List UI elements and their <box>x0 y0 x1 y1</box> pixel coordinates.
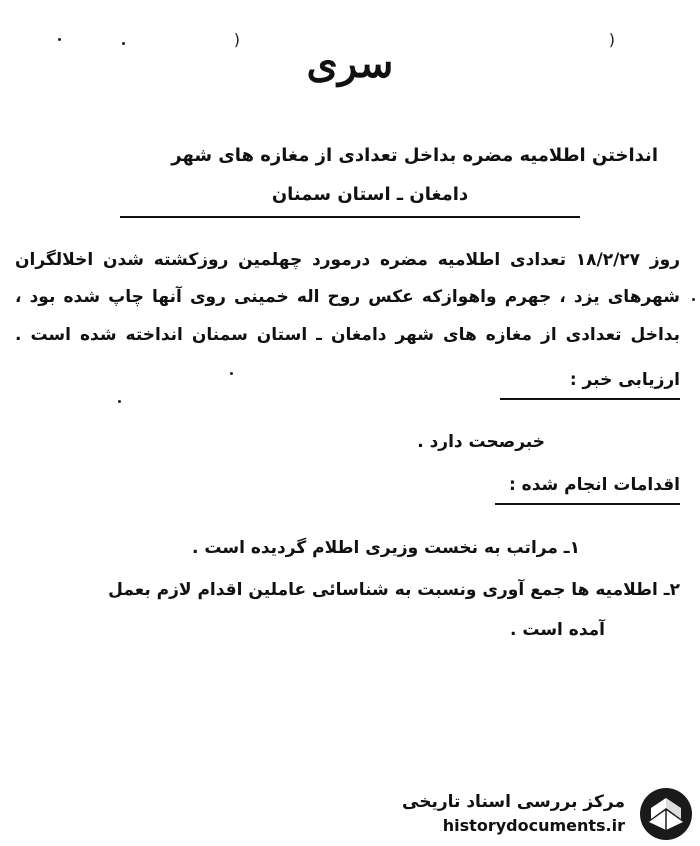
evaluation-underline <box>500 398 680 400</box>
actions-heading: اقدامات انجام شده : <box>508 475 680 495</box>
watermark-logo <box>402 786 695 842</box>
action-item-1: ۱ـ مراتب به نخست وزیری اطلام گردیده است . <box>191 538 580 558</box>
body-line-2: شهرهای یزد ، جهرم واهوازکه عکس روح اله خمینی روی آنها چاپ شده بود ، <box>15 287 680 307</box>
margin-mark: ( <box>608 30 615 49</box>
action-item-2-line-1: ۲ـ اطلامیه ها جمع آوری ونسبت به شناسائی عاملین اقدام لازم بعمل <box>108 580 680 600</box>
evaluation-text: خبرصحت دارد . <box>417 432 545 452</box>
margin-mark: ( <box>233 30 240 49</box>
subject-line-1: انداختن اطلامیه مضره بداخل تعدادی از مغازه های شهر <box>171 145 658 166</box>
subject-line-2: دامغان ـ استان سمنان <box>271 184 469 205</box>
speck <box>230 372 233 375</box>
speck <box>692 298 695 301</box>
body-line-1: روز ۱۸/۲/۲۷ تعدادی اطلامیه مضره درمورد چهلمین روزکشته شدن اخلالگران <box>15 250 680 270</box>
action-item-2-line-2: آمده است . <box>509 620 605 640</box>
speck <box>118 400 121 403</box>
watermark-text-en: historydocuments.ir <box>442 816 625 835</box>
watermark-text-fa: مرکز بررسی اسناد تاریخی <box>402 792 625 812</box>
actions-underline <box>495 503 680 505</box>
classification-label: سری <box>306 40 394 87</box>
body-line-3: بداخل تعدادی از مغازه های شهر دامغان ـ استان سمنان انداخته شده است . <box>15 325 680 345</box>
subject-underline <box>120 216 580 218</box>
book-logo-icon <box>637 786 695 842</box>
evaluation-heading: ارزیابی خبر : <box>569 370 680 390</box>
